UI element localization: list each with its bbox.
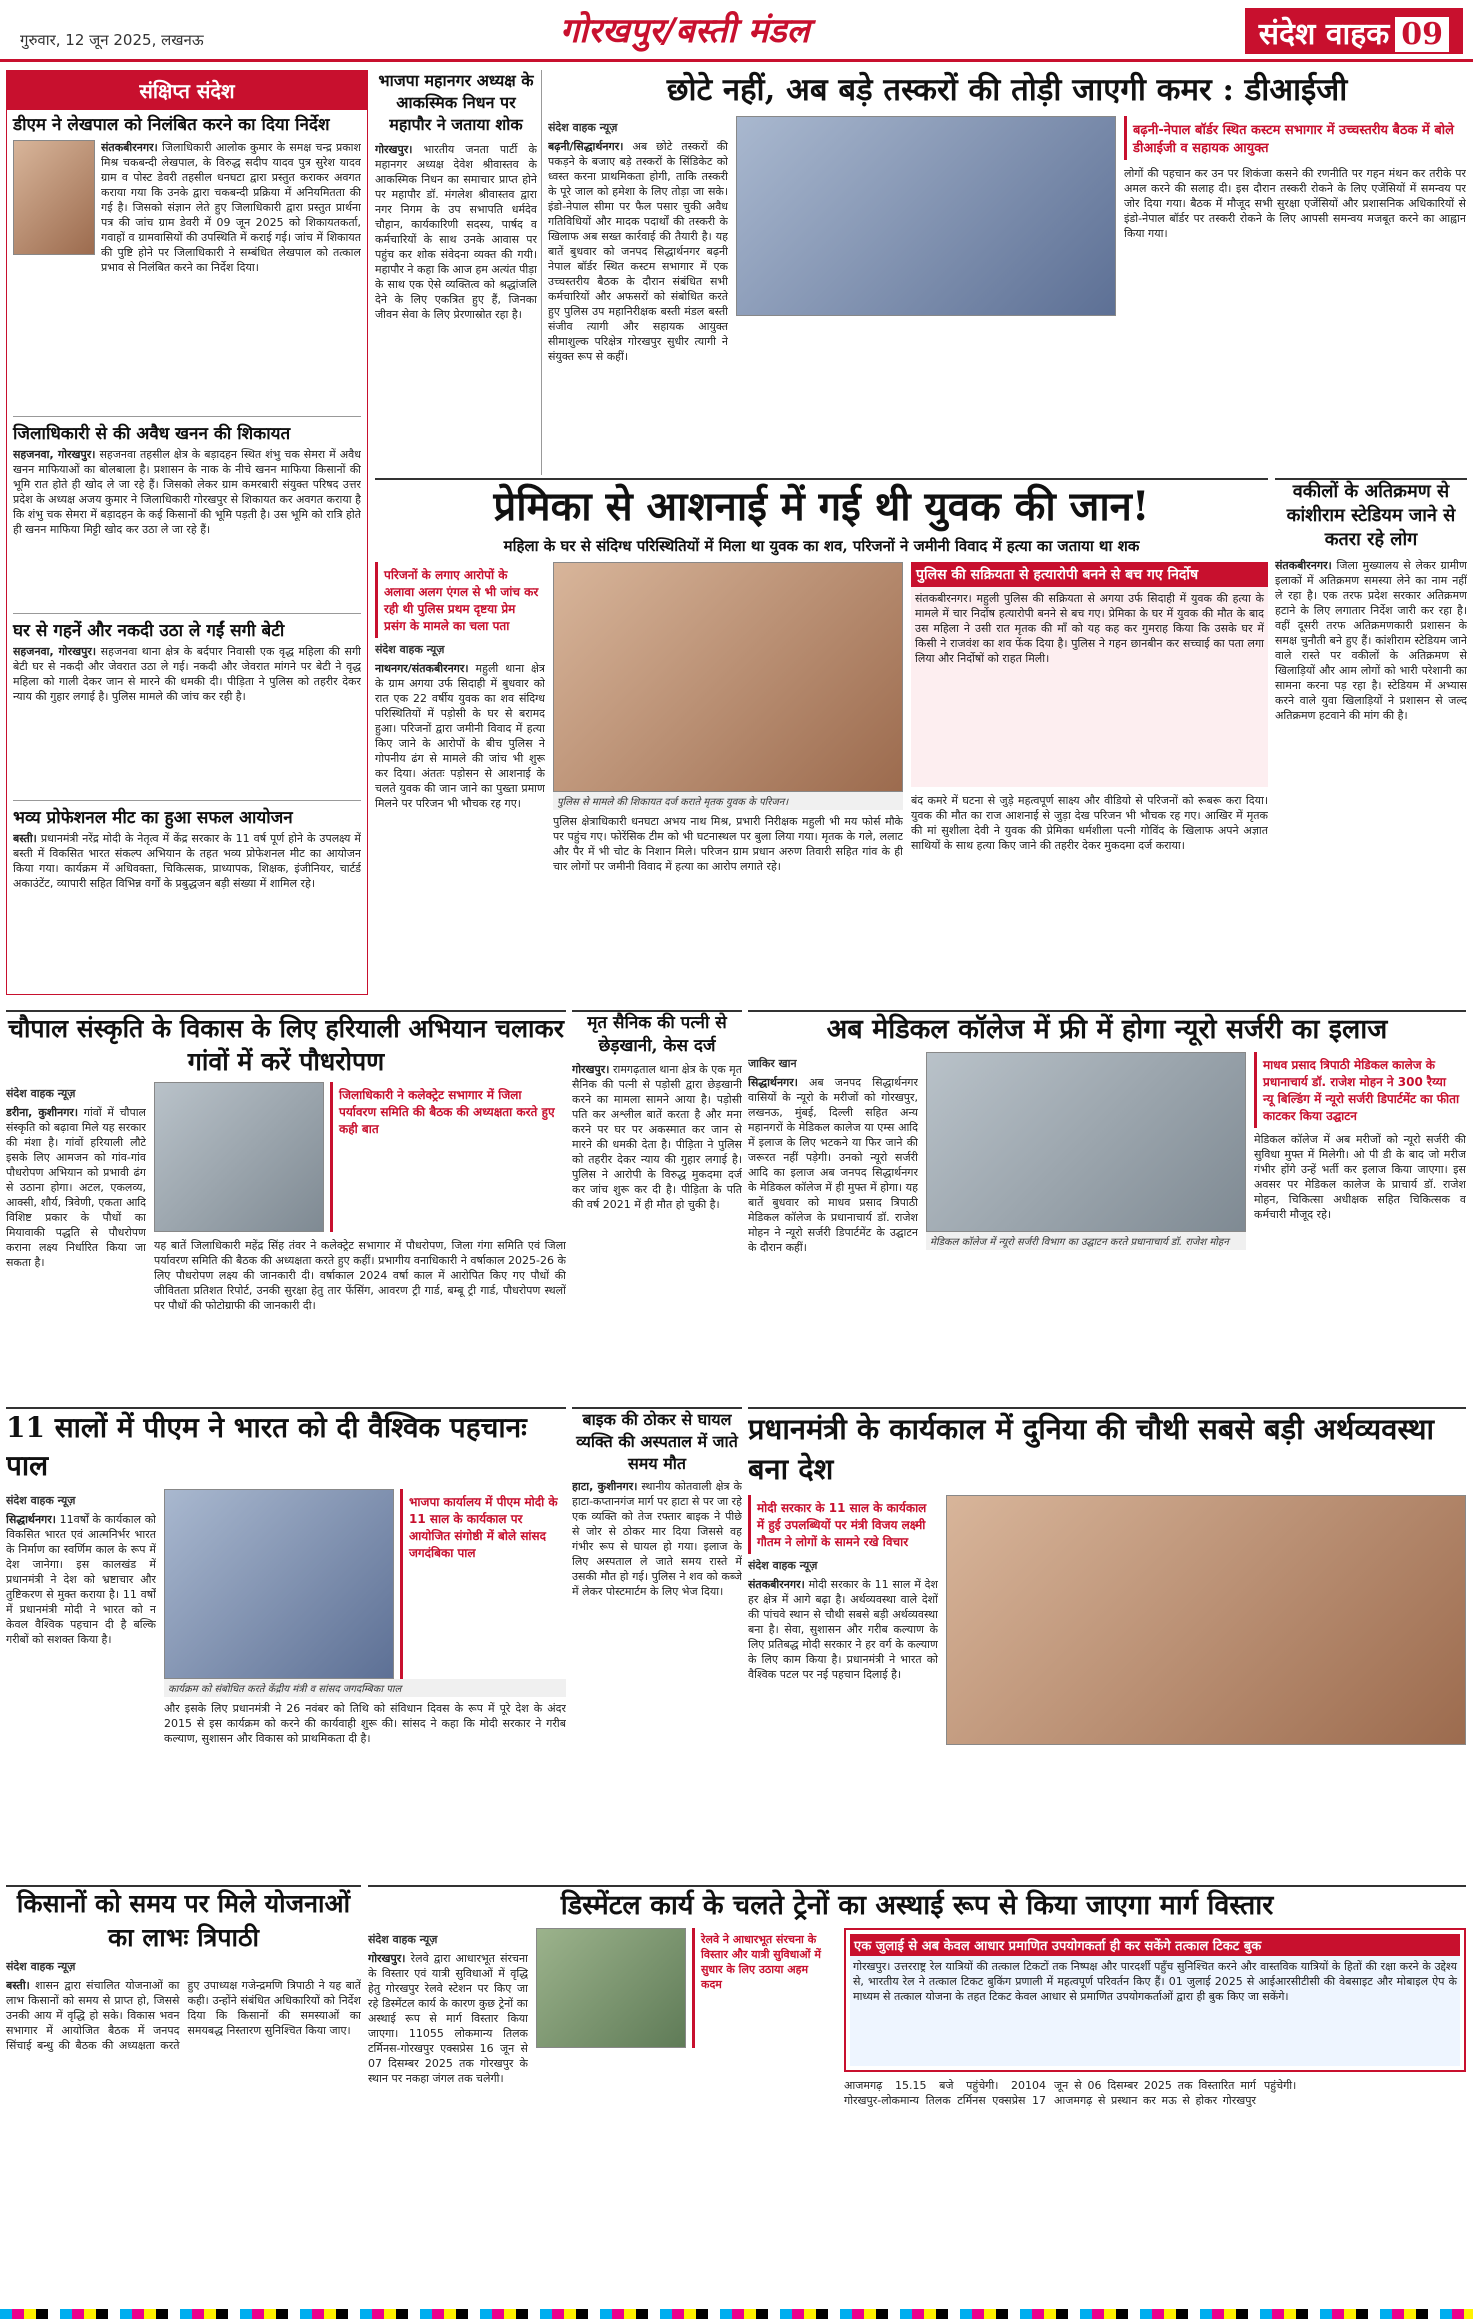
neuro-dateline: सिद्धार्थनगर। — [748, 1076, 798, 1089]
pm-story — [6, 1407, 566, 1877]
pm-text-2: और इसके लिए प्रधानमंत्री ने 26 नवंबर को तिथि को संविधान दिवस के रूप में पूरे देश के अंदर 2015 से इस कार्यक्रम को करने की कार्यवाही शुरू की। सांसद ने कहा कि मोदी सरकार ने गरीब कल्याण, सुशासन और विकास को प्राथमिकता दी है। — [164, 1702, 566, 1745]
economy-highlight: मोदी सरकार के 11 साल के कार्यकाल में हुई उपलब्धियों पर मंत्री विजय लक्ष्मी गौतम ने लोगों के सामने रखे विचार — [748, 1495, 938, 1554]
lover-highlight: परिजनों के लगाए आरोपों के अलावा अलग एंगल से भी जांच कर रही थी पुलिस प्रथम दृष्टया प्रेम प्रसंग के मामले का चला पता — [375, 562, 545, 638]
trains-dateline: गोरखपुर। — [368, 1952, 406, 1965]
bike-byline: हाटा, कुशीनगर। — [572, 1480, 638, 1493]
print-registration-marks — [0, 2309, 1473, 2319]
trains-highlight: रेलवे ने आधारभूत संरचना के विस्तार और यात्री सुविधाओं में सुधार के लिए उठाया अहम कदम — [692, 1928, 836, 2048]
tatkal-text: गोरखपुर। उत्तरराष्ट्र रेल यात्रियों की तत्काल टिकटों तक निष्पक्ष और पारदर्शी पहुँच सुनिश्चित करने और वास्तविक यात्रियों के हितों की रक्षा करने के उद्देश्य से, भारतीय रेल ने तत्काल टिकट बुकिंग प्रणाली में महत्वपूर्ण परिवर्तन किए हैं। 01 जुलाई 2025 से आईआरसीटीसी की वेबसाइट और मोबाइल ऐप के माध्यम से तत्काल योजना के तहत टिकट केवल आधार से प्रमाणित उपयोगकर्ताओं द्वारा ही बुक किए जा सकेंगे। — [850, 1956, 1460, 2066]
neuro-photo-caption: मेडिकल कॉलेज में न्यूरो सर्जरी विभाग का उद्घाटन करते प्रधानाचार्य डॉ. राजेश मोहन — [926, 1232, 1246, 1250]
neuro-highlight: माधव प्रसाद त्रिपाठी मेडिकल कालेज के प्रधानाचार्य डॉ. राजेश मोहन ने 300 रैय्या न्यू बिल्डिंग में न्यूरो सर्जरी डिपार्टमेंट का फीता काटकर किया उद्घाटन — [1254, 1052, 1466, 1128]
brief-story-4-text: प्रधानमंत्री नरेंद्र मोदी के नेतृत्व में केंद्र सरकार के 11 वर्ष पूर्ण होने के उपलक्ष्य में बस्ती में विकसित भारत संकल्प अभियान के तहत भव्य प्रोफेशनल मीट का आयोजन किया गया। कार्यक्रम में अधिवक्ता, चिकित्सक, प्राध्यापक, शिक्षक, इंजीनियर, चार्टर्ड अकाउंटेंट, व्यापारी सहित विभिन्न वर्गों के प्रबुद्धजन बड़ी संख्या में शामिल रहे। — [13, 832, 361, 890]
bjp-byline: गोरखपुर। — [375, 143, 413, 156]
brand-logo — [1245, 8, 1463, 54]
economy-text: मोदी सरकार के 11 साल में देश हर क्षेत्र में आगे बढ़ा है। अर्थव्यवस्था वाले देशों की पांचवे स्थान से चौथी सबसे बड़ी अर्थव्यवस्था बना है। सेवा, सुशासन और गरीब कल्याण के लिए प्रतिबद्ध मोदी सरकार ने हर वर्ग के कल्याण के लिए काम किया है। प्रधानमंत्री ने भारत को वैश्विक पटल पर नई पहचान दिलाई है। — [748, 1578, 938, 1681]
lover-text-3: बंद कमरे में घटना से जुड़े महत्वपूर्ण साक्ष्य और वीडियो से परिजनों को रूबरू करा दिया। युवक की मौत का राज आशनाई से जुड़ा देख परिजन भी भौचक रह गए। आखिर में मृतक की मां सुशीला देवी ने युवक की प्रेमिका धर्मशीला पत्नी गोविंद के खिलाफ अपने अज्ञात साथियों के साथ हत्या किए जाने की तहरीर देकर मुकदमा दर्ज कराया। — [911, 794, 1268, 852]
lover-text: महुली थाना क्षेत्र के ग्राम अगया उर्फ सिदाही में बुधवार को रात एक 22 वर्षीय युवक का शव संदिग्ध परिस्थितियों में पड़ोसी के घर से बरामद हुआ। परिजनों द्वारा जमीनी विवाद में हत्या किए जाने के आरोपों के बीच पुलिस ने गोपनीय ढंग से मामले की जांच भी शुरू कर दिया। अंततः पड़ोसन से आशनाई के चलते युवक की जान जाने का पुख्ता प्रमाण मिलने पर परिजन भी भौचक रह गए। — [375, 662, 545, 810]
smugglers-highlight: बढ़नी-नेपाल बॉर्डर स्थित कस्टम सभागार में उच्चस्तरीय बैठक में बोले डीआईजी व सहायक आयुक्त — [1124, 116, 1466, 160]
smugglers-text: अब छोटे तस्करों की पकड़ने के बजाए बड़े तस्करों के सिंडिकेट को ध्वस्त करना प्राथमिकता होगी, ताकि तस्करी के पूरे जाल को हमेशा के लिए तोड़ा जा सके। इंडो-नेपाल सीमा पर फैल पसार चुकी अवैध गतिविधियों और मादक पदार्थों की तस्करी के खिलाफ अब सख्त कार्रवाई की तैयारी है। यह बातें बुधवार को जनपद सिद्धार्थनगर बढ़नी नेपाल बॉर्डर स्थित कस्टम सभागार में एक उच्चस्तरीय बैठक के दौरान संबंधित सभी कर्मचारियों और अफसरों को संबोधित करते हुए पुलिस उप महानिरीक्षक बस्ती मंडल बस्ती संजीव त्यागी और सहायक आयुक्त सीमाशुल्क परिक्षेत्र गोरखपुर सुधीर त्यागी ने संयुक्त रूप से कहीं। — [548, 140, 728, 363]
smugglers-headline: छोटे नहीं, अब बड़े तस्करों की तोड़ी जाएगी कमर : डीआईजी — [666, 72, 1348, 108]
bike-text: स्थानीय कोतवाली क्षेत्र के हाटा-कप्तानगंज मार्ग पर हाटा से पर जा रहे एक व्यक्ति को तेज रफ्तार बाइक ने पीछे से जोर से ठोकर मार दिया जिससे वह गंभीर रूप से घायल हो गया। इलाज के लिए अस्पताल ले जाते समय रास्ते में उसकी मौत हो गई। पुलिस ने शव को कब्जे में लेकर पोस्टमार्टम के लिए भेज दिया। — [572, 1480, 742, 1598]
chaupal-text: गांवों में चौपाल संस्कृति को बढ़ावा मिले यह सरकार की मंशा है। गांवों हरियाली लौटे इसके लिए आमजन को गांव-गांव पौधरोपण अभियान को प्रभावी ढंग से उठाना होगा। अटल, एकलव्य, आक्सी, शौर्य, त्रिवेणी, एकता आदि विशिष्ट प्रकार के पौधों का मियावाकी पद्धति से पौधरोपण कराना लक्ष्य निर्धारित किया जा सकता है। — [6, 1106, 146, 1269]
smugglers-dateline: बढ़नी/सिद्धार्थनगर। — [548, 140, 624, 153]
lover-text-2: पुलिस क्षेत्राधिकारी धनघटा अभय नाथ मिश्र, प्रभारी निरीक्षक महुली भी मय फोर्स मौके पर पहुंच गए। फोरेंसिक टीम को भी घटनास्थल पर बुला लिया गया। मृतक के गले, ललाट और पैर में भी चोट के निशान मिले। परिजन ग्राम प्रधान अरुण तिवारी सहित गांव के ही चार लोगों पर जमीनी विवाद में हत्या का आरोप लगाते रहे। — [553, 815, 903, 873]
smugglers-byline: संदेश वाहक न्यूज़ — [548, 121, 618, 134]
pm-text: 11वर्षों के कार्यकाल को विकसित भारत एवं आत्मनिर्भर भारत के निर्माण का स्वर्णिम काल के रूप में देश जानेगा। इस कालखंड में प्रधानमंत्री ने देश को भ्रष्टाचार और तुष्टिकरण से मुक्त कराया है। 11 वर्षों में प्रधानमंत्री मोदी ने भारत को न केवल वैश्विक पहचान दी है बल्कि गरीबों को सशक्त किया है। — [6, 1513, 156, 1646]
economy-event-photo — [946, 1495, 1466, 1745]
farmers-byline: संदेश वाहक न्यूज़ — [6, 1960, 76, 1973]
bjp-condolence-story — [375, 70, 537, 475]
brief-story-2-text: सहजनवा तहसील क्षेत्र के बड़ादहन स्थित शंभु चक सेमरा में अवैध खनन माफियाओं का बोलबाला है। प्रशासन के नाक के नीचे खनन माफिया किसानों की भूमि रात होते ही खोद ले जा रहे हैं। जिसको लेकर ग्राम कमरबारी संयुक्त परिषद उत्तर प्रदेश के अध्यक्ष अजय कुमार ने जिलाधिकारी गोरखपुर से शिकायत कर अवगत कराया है कि शंभु चक सेमरा में बड़ादहन के कई किसानों की भूमि पड़ती है। उस भूमि को रात्रि होते ही खनन माफिया मिट्टी खोद कर उठा ले जा रहे हैं। — [13, 448, 361, 536]
kanshiram-byline: संतकबीरनगर। — [1275, 559, 1332, 572]
dig-meeting-photo — [736, 116, 1116, 316]
tatkal-box — [844, 1928, 1466, 2072]
bike-story — [572, 1407, 742, 1877]
economy-headline: प्रधानमंत्री के कार्यकाल में दुनिया की चौथी सबसे बड़ी अर्थव्यवस्था बना देश — [748, 1412, 1435, 1486]
lover-dateline: नाथनगर/संतकबीरनगर। — [375, 662, 469, 675]
brief-section — [6, 70, 368, 995]
smugglers-text-2: लोगों की पहचान कर उन पर शिकंजा कसने की रणनीति पर गहन मंथन कर तरीके पर अमल करने की सलाह दी। इस दौरान तस्करी रोकने के लिए एजेंसियों में समन्वय पर जोर दिया गया। बैठक में मौजूद सभी सुरक्षा एजेंसियों और प्रशासनिक अधिकारियों से इंडो-नेपाल बॉर्डर पर तस्करी रोकने के लिए आपसी समन्वय मजबूत करने का आह्वान किया गया। — [1124, 167, 1466, 240]
dm-photo — [154, 1082, 324, 1232]
official-photo — [13, 140, 95, 255]
farmers-story — [6, 1885, 361, 2305]
bjp-headline: भाजपा महानगर अध्यक्ष के आकस्मिक निधन पर महापौर ने जताया शोक — [378, 71, 534, 134]
train-photo — [536, 1928, 686, 2048]
trains-text-2: आजमगढ़ 15.15 बजे पहुंचेगी। 20104 गोरखपुर-लोकमान्य तिलक टर्मिनस एक्सप्रेस 17 जून से 06 दिसम्बर 2025 तक विस्तारित मार्ग आजमगढ़ से प्रस्थान कर मऊ से होकर गोरखपुर पहुंचेगी। — [844, 2079, 1297, 2107]
brief-story-1-headline: डीएम ने लेखपाल को निलंबित करने का दिया निर्देश — [13, 115, 330, 135]
lover-side-headline: पुलिस की सक्रियता से हत्यारोपी बनने से बच गए निर्दोष — [911, 562, 1268, 587]
brief-story-3-headline: घर से गहनें और नकदी उठा ले गईं सगी बेटी — [13, 613, 361, 641]
brief-title: संक्षिप्त संदेश — [7, 71, 367, 110]
brief-story-4-byline: बस्ती। — [13, 832, 37, 845]
lover-photo-caption: पुलिस से मामले की शिकायत दर्ज कराते मृतक युवक के परिजन। — [553, 792, 903, 810]
pm-headline: 11 सालों में पीएम ने भारत को दी वैश्विक पहचानः पाल — [6, 1411, 527, 1482]
economy-story — [748, 1407, 1466, 1877]
brief-story-4-headline: भव्य प्रोफेशनल मीट का हुआ सफल आयोजन — [13, 800, 361, 828]
family-complaint-photo — [553, 562, 903, 792]
pm-byline: संदेश वाहक न्यूज़ — [6, 1494, 76, 1507]
lover-side-text: संतकबीरनगर। महुली पुलिस की सक्रियता से अगया उर्फ सिदाही में युवक की हत्या के मामले में चार निर्दोष हत्यारोपी बनने से बच गए। प्रेमिका के घर में युवक की मौत के बाद उस महिला ने उसी रात मृतक की माँ को यह कह कर गुमराह किया कि उसके घर में किसी ने राजवंश का शव फेंक दिया है। पुलिस ने गहन छानबीन कर सच्चाई का पता लगा लिया और निर्दोषों को राहत मिली। — [911, 587, 1268, 787]
chaupal-headline: चौपाल संस्कृति के विकास के लिए हरियाली अभियान चलाकर गांवों में करें पौधरोपण — [8, 1014, 564, 1076]
brief-story-2-byline: सहजनवा, गोरखपुर। — [13, 448, 96, 461]
farmers-text: शासन द्वारा संचालित योजनाओं का लाभ किसानों को समय से प्राप्त हो, जिससे उनकी आय में वृद्धि हो सके। विकास भवन सभागार में आयोजित बैठक में जनपद सिंचाई बन्धु की बैठक की अध्यक्षता करते हुए उपाध्यक्ष गजेन्द्रमणि त्रिपाठी ने यह बातें कही। उन्होंने संबंधित अधिकारियों को निर्देश दिया कि किसानों की समस्याओं का समयबद्ध निस्तारण सुनिश्चित किया जाए। — [6, 1979, 361, 2052]
brief-story-1-text: जिलाधिकारी आलोक कुमार के समक्ष चन्द्र प्रकाश मिश्र चकबन्दी लेखपाल, के विरुद्ध सदीप यादव पुत्र सुरेश यादव ग्राम व पोस्ट डेवरी तहसील धनघटा द्वारा प्रस्तुत कराकर अवगत कराया गया कि उनके द्वारा चकबन्दी प्रक्रिया में अनियमितता की गई है। जिसको संज्ञान लेते हुए जिलाधिकारी द्वारा प्रस्तुत प्रार्थना पत्र की जांच ग्राम डेवरी में 09 जून 2025 को शिकायतकर्ता, गवाहों व ग्रामवासियों की उपस्थिति में कराई गई। जांच में शिकायत की पुष्टि होने पर जिलाधिकारी ने सम्बंधित लेखपाल को तत्काल प्रभाव से निलंबित करने का निर्देश दिया। — [101, 141, 361, 274]
lover-subheadline: महिला के घर से संदिग्ध परिस्थितियों में मिला था युवक का शव, परिजनों ने जमीनी विवाद में हत्या का जताया था शक — [503, 537, 1140, 555]
kanshiram-text: जिला मुख्यालय से लेकर ग्रामीण इलाकों में अतिक्रमण समस्या लेने का नाम नहीं ले रहा है। एक तरफ प्रदेश सरकार अतिक्रमण हटाने के लिए लगातार निर्देश जारी कर रहा है। वहीं दूसरी तरफ अतिक्रमणकारी प्रशासन के समक्ष चुनौती बने हुए हैं। कांशीराम स्टेडियम जाने वाले रास्ते पर वकीलों के अतिक्रमण से खिलाड़ियों और आम लोगों को भारी परेशानी का सामना करना पड़ रहा है। स्टेडियम में अभ्यास करने वाले युवा खिलाड़ियों ने प्रशासन से जल्द अतिक्रमण हटवाने की मांग की है। — [1275, 559, 1467, 722]
pm-photo-caption: कार्यक्रम को संबोधित करते केंद्रीय मंत्री व सांसद जगदम्बिका पाल — [164, 1679, 566, 1697]
soldier-story — [572, 1010, 742, 1400]
column-rule — [541, 70, 542, 475]
economy-dateline: संतकबीरनगर। — [748, 1578, 805, 1591]
bjp-text: भारतीय जनता पार्टी के महानगर अध्यक्ष देवेश श्रीवास्तव के आकस्मिक निधन का समाचार प्राप्त होने पर महापौर डॉ. मंगलेश श्रीवास्तव द्वारा नगर निगम के उप सभापति धर्मदेव चौहान, कार्यकारिणी सदस्य, पार्षद व कर्मचारियों के साथ उनके आवास पर पहुंच कर शोक संवेदना व्यक्त की गयी। महापौर ने कहा कि आज हम अत्यंत पीड़ा के साथ एक ऐसे व्यक्तित्व को श्रद्धांजलि देने के लिए एकत्रित हुए हैं, जिनका जीवन सेवा के लिए प्रेरणास्रोत रहा है। — [375, 143, 537, 321]
trains-byline: संदेश वाहक न्यूज़ — [368, 1933, 438, 1946]
farmers-dateline: बस्ती। — [6, 1979, 30, 1992]
neuro-text-2: मेडिकल कॉलेज में अब मरीजों को न्यूरो सर्जरी की सुविधा मुफ्त में मिलेगी। ओ पी डी के बाद जो मरीज गंभीर होंगे उन्हें भर्ती कर इलाज किया जाएगा। इस अवसर पर मेडिकल कालेज के प्राचार्य डॉ. राजेश मोहन, चिकित्सा अधीक्षक सहित चिकित्सक व कर्मचारी मौजूद रहे। — [1254, 1133, 1466, 1221]
trains-story — [368, 1885, 1466, 2305]
neuro-inauguration-photo — [926, 1052, 1246, 1232]
chaupal-text-2: यह बातें जिलाधिकारी महेंद्र सिंह तंवर ने कलेक्ट्रेट सभागार में पौधरोपण, जिला गंगा समिति एवं जिला पर्यावरण समिति की बैठक की अध्यक्षता करते हुए कहीं। प्रभागीय वनाधिकारी ने वर्षाकाल 2025-26 के लिए पौधरोपण लक्ष्य की जानकारी दी। वर्षाकाल 2024 वर्षा काल में आरोपित किए गए पौधों की जीवितता प्रतिशत रिपोर्ट, उनकी सुरक्षा हेतु तार फेंसिंग, आवरण ट्री गार्ड, बम्बू ट्री गार्ड, पौधरोपण स्थलों पर पौधों की फोटोग्राफी की जानकारी दी। — [154, 1239, 566, 1312]
chaupal-highlight: जिलाधिकारी ने कलेक्ट्रेट सभागार में जिला पर्यावरण समिति की बैठक की अध्यक्षता करते हुए कही बात — [330, 1082, 566, 1232]
tatkal-headline: एक जुलाई से अब केवल आधार प्रमाणित उपयोगकर्ता ही कर सकेंगे तत्काल टिकट बुक — [850, 1934, 1460, 1956]
neuro-headline: अब मेडिकल कॉलेज में फ्री में होगा न्यूरो सर्जरी का इलाज — [826, 1014, 1388, 1045]
neuro-text: अब जनपद सिद्धार्थनगर वासियों के न्यूरो के मरीजों को गोरखपुर, लखनऊ, मुंबई, दिल्ली सहित अन्य महानगरों के मेडिकल कालेज या एम्स आदि में इलाज के लिए भटकने या फिर जाने की जरूरत नहीं पड़ेगी। उनको न्यूरो सर्जरी आदि का इलाज अब जनपद सिद्धार्थनगर के मेडिकल कॉलेज में ही मुफ्त में होगा। यह बातें बुधवार को माधव प्रसाद त्रिपाठी मेडिकल कॉलेज के प्रधानाचार्य डॉ. राजेश मोहन ने न्यूरो सर्जरी डिपार्टमेंट के उद्घाटन के दौरान कहीं। — [748, 1076, 918, 1254]
chaupal-byline: संदेश वाहक न्यूज़ — [6, 1087, 76, 1100]
farmers-headline: किसानों को समय पर मिले योजनाओं का लाभः त्रिपाठी — [16, 1889, 351, 1952]
kanshiram-story — [1275, 478, 1467, 1023]
neuro-story — [748, 1010, 1466, 1400]
kanshiram-headline: वकीलों के अतिक्रमण से कांशीराम स्टेडियम जाने से कतरा रहे लोग — [1286, 481, 1456, 550]
brief-story-3-byline: सहजनवा, गोरखपुर। — [13, 645, 97, 658]
brief-story-1-byline: संतकबीरनगर। — [101, 141, 158, 154]
pm-seminar-photo — [164, 1489, 394, 1679]
issue-date: गुरुवार, 12 जून 2025, लखनऊ — [20, 31, 204, 49]
pm-dateline: सिद्धार्थनगर। — [6, 1513, 56, 1526]
chaupal-story — [6, 1010, 566, 1400]
lover-byline: संदेश वाहक न्यूज़ — [375, 643, 445, 656]
masthead — [0, 0, 1473, 62]
lover-story — [375, 478, 1268, 1023]
page-number: 09 — [1395, 17, 1449, 52]
neuro-byline: जाकिर खान — [748, 1057, 797, 1070]
soldier-byline: गोरखपुर। — [572, 1063, 610, 1076]
economy-byline: संदेश वाहक न्यूज़ — [748, 1559, 818, 1572]
pm-highlight: भाजपा कार्यालय में पीएम मोदी के 11 साल के कार्यकाल पर आयोजित संगोष्ठी में बोले सांसद जगदंबिका पाल — [400, 1489, 566, 1679]
bike-headline: बाइक की ठोकर से घायल व्यक्ति की अस्पताल में जाते समय मौत — [576, 1410, 738, 1473]
trains-text: रेलवे द्वारा आधारभूत संरचना के विस्तार एवं यात्री सुविधाओं में वृद्धि हेतु गोरखपुर रेलवे स्टेशन पर किए जा रहे डिस्मेंटल कार्य के कारण कुछ ट्रेनों का अस्थाई रूप से मार्ग विस्तार किया जाएगा। 11055 लोकमान्य तिलक टर्मिनस-गोरखपुर एक्सप्रेस 16 जून से 07 दिसम्बर 2025 तक गोरखपुर के स्थान पर नकहा जंगल तक चलेगी। — [368, 1952, 528, 2085]
region-title: गोरखपुर/बस्ती मंडल — [560, 11, 810, 51]
lover-headline: प्रेमिका से आशनाई में गई थी युवक की जान! — [493, 483, 1150, 530]
soldier-headline: मृत सैनिक की पत्नी से छेड़खानी, केस दर्ज — [587, 1013, 727, 1056]
brand-name: संदेश वाहक — [1258, 17, 1390, 52]
trains-headline: डिस्मेंटल कार्य के चलते ट्रेनों का अस्थाई रूप से किया जाएगा मार्ग विस्तार — [560, 1890, 1274, 1921]
smugglers-story — [548, 70, 1466, 475]
brief-story-2-headline: जिलाधिकारी से की अवैध खनन की शिकायत — [13, 416, 361, 444]
chaupal-dateline: डरीना, कुशीनगर। — [6, 1106, 79, 1119]
soldier-text: रामगढ़ताल थाना क्षेत्र के एक मृत सैनिक की पत्नी से पड़ोसी द्वारा छेड़खानी करने का मामला सामने आया है। पड़ोसी पति कर अश्लील बातें करता है और मना करने पर घर पर अकस्मात कर जान से मारने की धमकी देता है। पीड़िता ने पुलिस को तहरीर देकर न्याय की गुहार लगाई है। पुलिस ने आरोपी के विरुद्ध मुकदमा दर्ज कर जांच शुरू कर दी है। पीड़िता के पति की वर्ष 2021 में ही मौत हो चुकी है। — [572, 1063, 742, 1211]
brief-story-3-text: सहजनवा थाना क्षेत्र के बर्दपार निवासी एक वृद्ध महिला की सगी बेटी घर से नकदी और जेवरात उठा ले गई। नकदी और जेवरात मांगने पर बेटी ने वृद्ध महिला को गाली देकर जान से मारने की धमकी दी। पीड़िता ने पुलिस को तहरीर देकर न्याय की गुहार लगाई है। पुलिस मामले की जांच कर रही है। — [13, 645, 361, 703]
